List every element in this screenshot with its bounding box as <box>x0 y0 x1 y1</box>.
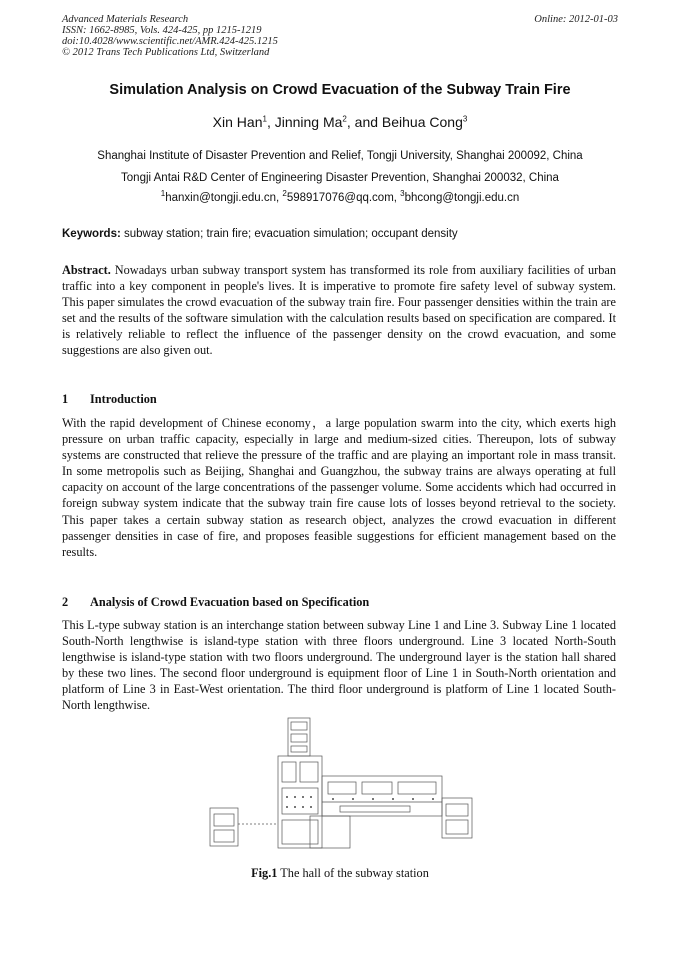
abstract <box>62 262 616 359</box>
plan-column <box>432 798 434 800</box>
plan-room <box>282 788 318 814</box>
plan-column <box>302 796 304 798</box>
plan-column <box>372 798 374 800</box>
email-sup: 2 <box>282 189 287 199</box>
author-name: Beihua Cong <box>381 114 463 130</box>
plan-column <box>352 798 354 800</box>
keywords-text: subway station; train fire; evacuation simulation; occupant density <box>124 228 458 240</box>
author-sup: 3 <box>462 114 468 124</box>
author-sep: , and <box>346 114 382 130</box>
keywords-label: Keywords: <box>62 228 121 240</box>
section-number: 1 <box>62 392 69 406</box>
plan-column <box>294 806 296 808</box>
author-name: Jinning Ma <box>274 114 343 130</box>
plan-column <box>392 798 394 800</box>
figure-caption <box>62 866 618 881</box>
plan-room <box>291 722 307 730</box>
section-title: Analysis of Crowd Evacuation based on Specification <box>90 595 370 609</box>
email-sep: , <box>393 192 401 204</box>
plan-column <box>286 806 288 808</box>
email-link[interactable]: hanxin@tongji.edu.cn <box>165 192 276 204</box>
plan-room <box>282 762 296 782</box>
section-title: Introduction <box>90 392 157 406</box>
plan-south-block <box>310 816 350 848</box>
plan-room <box>446 804 468 816</box>
figure-label: Fig.1 <box>251 866 278 880</box>
station-hall-floorplan <box>190 716 490 852</box>
author-sup: 2 <box>342 114 347 124</box>
journal-header <box>62 14 618 58</box>
email-list <box>40 189 640 204</box>
section-heading-introduction <box>62 392 157 407</box>
section-number: 2 <box>62 595 69 609</box>
plan-column <box>412 798 414 800</box>
analysis-paragraph: This L-type subway station is an interchange station between subway Line 1 and Line 3. Subway Line 1 located South-North lengthwise is island-type station with three floors underground. Line 3 located North-South lengthwise is island-type station with two floors underground. The underground layer is the station hall shared by these two lines. The second floor underground is equipment floor of Line 1 in South-North orientation and platform of Line 3 in East-West orientation. The third floor underground is platform of Line 1 located South-North lengthwise. <box>62 618 616 713</box>
plan-room <box>446 820 468 834</box>
author-sup: 1 <box>262 114 267 124</box>
abstract-label: Abstract. <box>62 263 111 277</box>
introduction-paragraph: With the rapid development of Chinese economy，a large population swarm into the city, which exerts high pressure on urban traffic capacity, especially in large and medium-sized cities. Thereupon, lots of subway systems are constructed that relieve the pressure of the traffic and are playing an important role in mass transit. In some metropolis such as Beijing, Shanghai and Guangzhou, the subway trains are always operating at full capacity on account of the large concentrations of the passenger volume. Some accidents which had occurred in foreign subway system indicate that the subway train fire cause lots of losses beyond retrieval to the society. This paper takes a certain subway station as research object, analyzes the crowd evacuation in different passenger densities in case of fire, and proposes feasible suggestions for efficient management based on the results. <box>62 416 616 559</box>
section-heading-analysis <box>62 595 369 610</box>
email-sup: 1 <box>160 189 166 199</box>
plan-platform <box>340 806 410 812</box>
email-sep: , <box>275 192 283 204</box>
plan-column <box>286 796 288 798</box>
email-sup: 3 <box>400 189 405 199</box>
plan-column <box>302 806 304 808</box>
online-date: Online: 2012-01-03 <box>534 14 618 25</box>
affiliation-1: Shanghai Institute of Disaster Prevention and Relief, Tongji University, Shanghai 200092, China <box>97 150 583 162</box>
plan-room <box>398 782 436 794</box>
doi-line: doi:10.4028/www.scientific.net/AMR.424-425.1215 <box>62 36 278 47</box>
journal-name: Advanced Materials Research <box>62 14 189 25</box>
author-list <box>62 114 618 130</box>
plan-room <box>328 782 356 794</box>
paper-title: Simulation Analysis on Crowd Evacuation of the Subway Train Fire <box>109 82 571 98</box>
plan-room <box>362 782 392 794</box>
plan-room <box>214 830 234 842</box>
author-name: Xin Han <box>212 114 263 130</box>
plan-room <box>291 734 307 742</box>
plan-column <box>332 798 334 800</box>
copyright-line: © 2012 Trans Tech Publications Ltd, Switzerland <box>62 47 270 58</box>
plan-room <box>214 814 234 826</box>
keywords <box>62 228 618 240</box>
author-sep: , <box>266 114 275 130</box>
plan-column <box>310 796 312 798</box>
plan-column <box>294 796 296 798</box>
plan-room <box>282 820 318 844</box>
abstract-text: Nowadays urban subway transport system has transformed its role from auxiliary facilities of urban traffic into a key component in people's lives. It is imperative to promote fire safety level of subway system. This paper simulates the crowd evacuation of the subway train fire. Four passenger densities within the train are set and the results of the software simulation with the calculation results based on specification are compared. It is relatively reliable to reflect the influence of the passenger density on the crowd evacuation, and some suggestions are also given out. <box>62 263 616 358</box>
plan-column <box>310 806 312 808</box>
figure-caption-text: The hall of the subway station <box>280 866 429 880</box>
email-link[interactable]: bhcong@tongji.edu.cn <box>404 192 520 204</box>
issn-line: ISSN: 1662-8985, Vols. 424-425, pp 1215-1219 <box>62 25 262 36</box>
email-link[interactable]: 598917076@qq.com <box>286 192 394 204</box>
plan-room <box>291 746 307 752</box>
plan-room <box>300 762 318 782</box>
affiliation-2: Tongji Antai R&D Center of Engineering Disaster Prevention, Shanghai 200032, China <box>121 172 559 184</box>
